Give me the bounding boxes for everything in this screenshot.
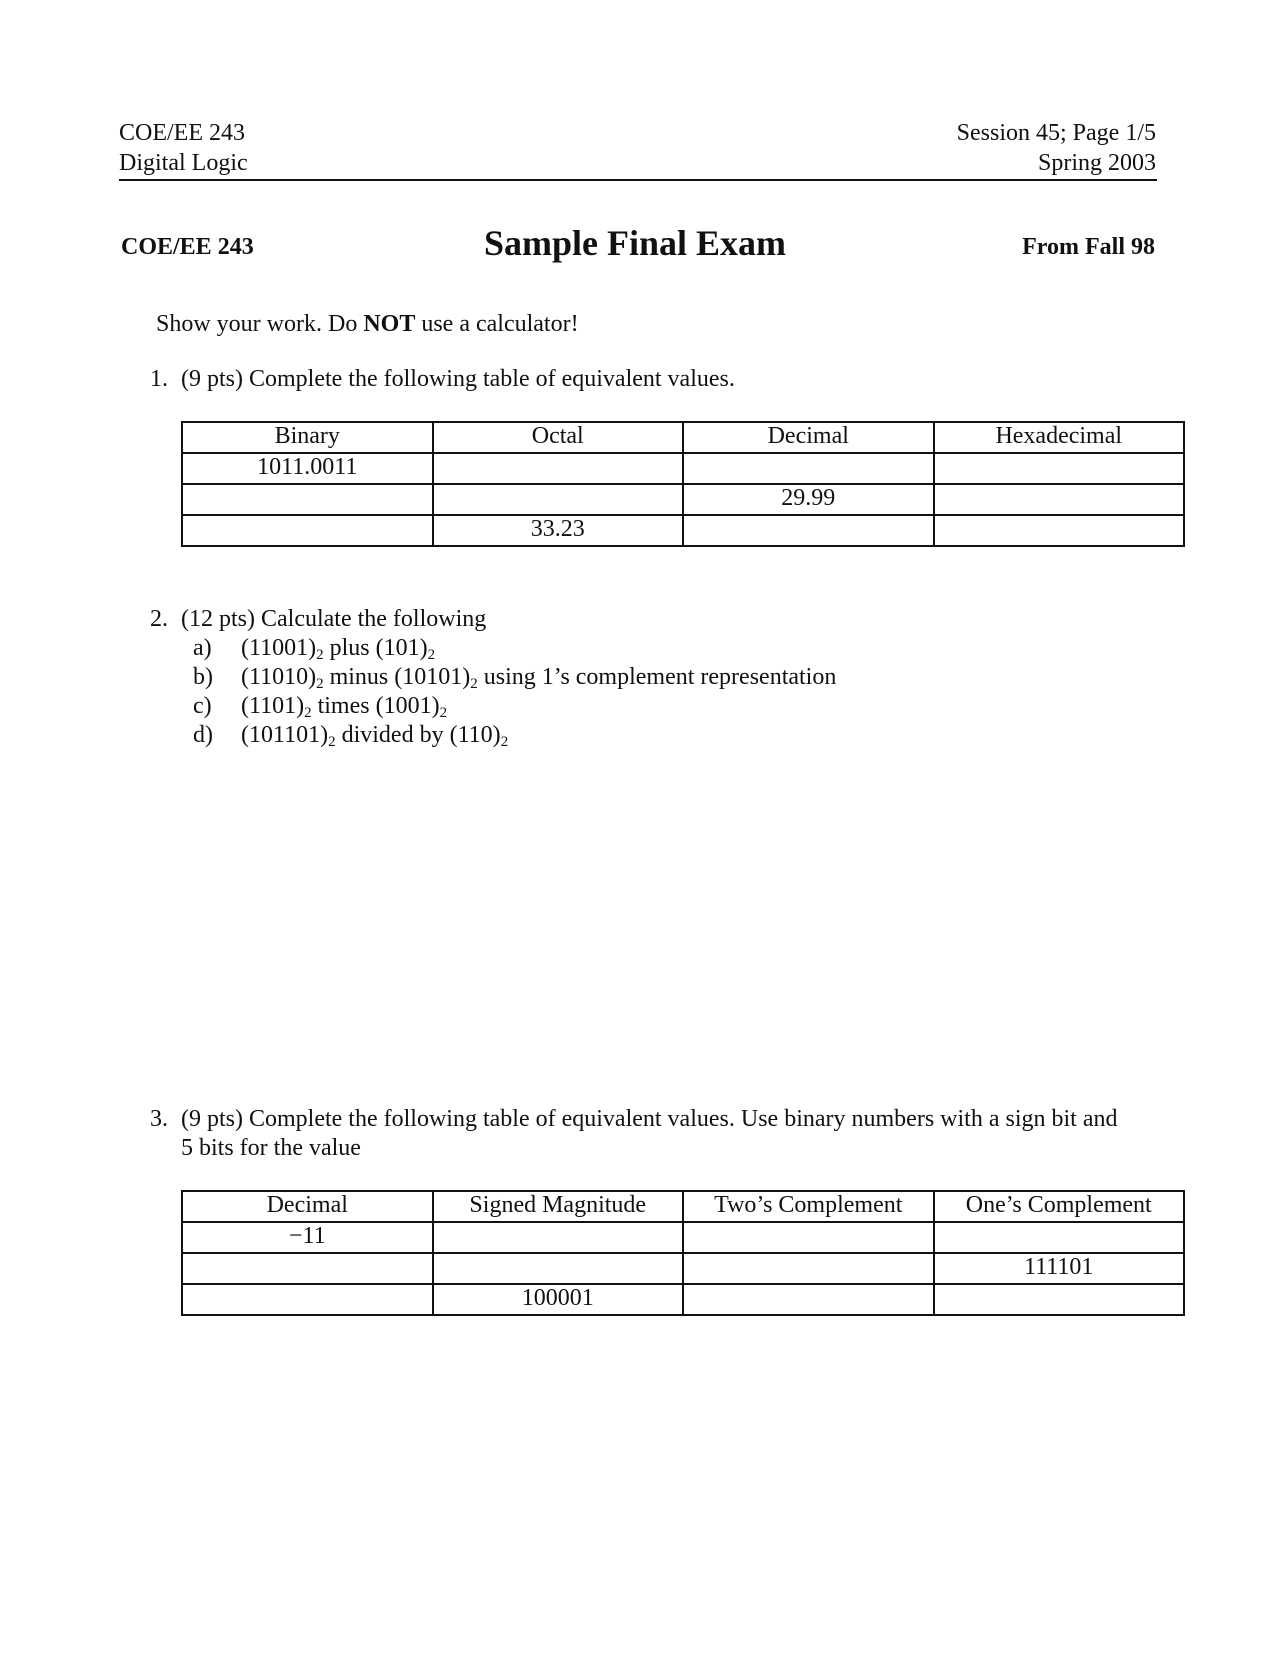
course-name: Digital Logic [119, 150, 248, 176]
intro-before: Show your work. Do [156, 311, 364, 337]
table-row [182, 515, 1184, 546]
operand-1: (101101) [241, 722, 329, 748]
header-cell: Decimal [683, 422, 934, 453]
header-cell: Signed Magnitude [433, 1191, 684, 1222]
table-cell [934, 515, 1185, 546]
operation: times (1001) [311, 693, 440, 719]
header-cell: Decimal [182, 1191, 433, 1222]
header-cell: Octal [433, 422, 684, 453]
header-rule [119, 179, 1157, 181]
item-label: a) [193, 635, 212, 661]
table-cell [934, 453, 1185, 484]
intro-emphasis: NOT [363, 311, 416, 337]
header-cell: Hexadecimal [934, 422, 1185, 453]
table-header-row [182, 422, 1184, 453]
table-header-row [182, 1191, 1184, 1222]
table-row [182, 484, 1184, 515]
table-cell [934, 484, 1185, 515]
question-text: (12 pts) Calculate the following [181, 606, 487, 632]
question-number: 1. [150, 366, 168, 392]
table-cell [433, 484, 684, 515]
question-text: (9 pts) Complete the following table of equivalent values. [181, 366, 735, 392]
question-2 [150, 605, 486, 634]
header-cell: Two’s Complement [683, 1191, 934, 1222]
question-number: 3. [150, 1106, 168, 1132]
base-subscript: 2 [316, 647, 324, 663]
base-subscript: 2 [304, 705, 312, 721]
table-row [182, 453, 1184, 484]
base-subscript: 2 [470, 676, 478, 692]
base-subscript: 2 [316, 676, 324, 692]
title-row [119, 223, 1157, 268]
table-cell [683, 515, 934, 546]
item-tail: using 1’s complement representation [477, 664, 837, 690]
table-cell: −11 [182, 1222, 433, 1253]
operation: minus (10101) [323, 664, 471, 690]
item-label: b) [193, 664, 213, 690]
operation: plus (101) [323, 635, 428, 661]
operand-1: (11001) [241, 635, 317, 661]
base-subscript: 2 [427, 647, 436, 663]
header-cell: Binary [182, 422, 433, 453]
table-row [182, 1284, 1184, 1315]
table-cell: 33.23 [433, 515, 684, 546]
item-label: c) [193, 693, 212, 719]
table-cell [683, 1253, 934, 1284]
q2-item-d [193, 721, 508, 757]
base-subscript: 2 [328, 734, 336, 750]
table-cell [683, 453, 934, 484]
question-text-line-1: (9 pts) Complete the following table of equivalent values. Use binary numbers with a sign bit and [181, 1106, 1118, 1132]
question-text-line-2: 5 bits for the value [181, 1135, 361, 1161]
table-cell: 100001 [433, 1284, 684, 1315]
page-title: Sample Final Exam [484, 223, 787, 263]
table-cell [683, 1284, 934, 1315]
header-left [119, 118, 248, 178]
title-from: From Fall 98 [1022, 234, 1155, 260]
item-label: d) [193, 722, 213, 748]
table-cell [182, 1253, 433, 1284]
header-cell: One’s Complement [934, 1191, 1185, 1222]
table-cell [934, 1222, 1185, 1253]
operand-1: (11010) [241, 664, 317, 690]
table-cell [182, 515, 433, 546]
question-1 [150, 365, 735, 394]
operand-1: (1101) [241, 693, 305, 719]
header-right [957, 118, 1156, 178]
base-subscript: 2 [500, 734, 509, 750]
table-row [182, 1253, 1184, 1284]
instructions [156, 311, 579, 338]
table-cell [433, 453, 684, 484]
question-3 [150, 1105, 1160, 1163]
table-cell [433, 1222, 684, 1253]
table-cell [934, 1284, 1185, 1315]
session-info: Session 45; Page 1/5 [956, 120, 1156, 146]
q3-table [181, 1190, 1185, 1316]
table-cell: 111101 [934, 1253, 1185, 1284]
table-cell [182, 484, 433, 515]
operation: divided by (110) [335, 722, 501, 748]
intro-after: use a calculator! [415, 311, 579, 337]
table-cell [182, 1284, 433, 1315]
table-row [182, 1222, 1184, 1253]
table-cell [433, 1253, 684, 1284]
table-cell [683, 1222, 934, 1253]
q1-table [181, 421, 1185, 547]
table-cell: 1011.0011 [182, 453, 433, 484]
title-course: COE/EE 243 [121, 234, 254, 260]
term: Spring 2003 [1037, 150, 1156, 176]
course-code: COE/EE 243 [119, 120, 245, 146]
base-subscript: 2 [439, 705, 448, 721]
question-number: 2. [150, 606, 168, 632]
table-cell: 29.99 [683, 484, 934, 515]
